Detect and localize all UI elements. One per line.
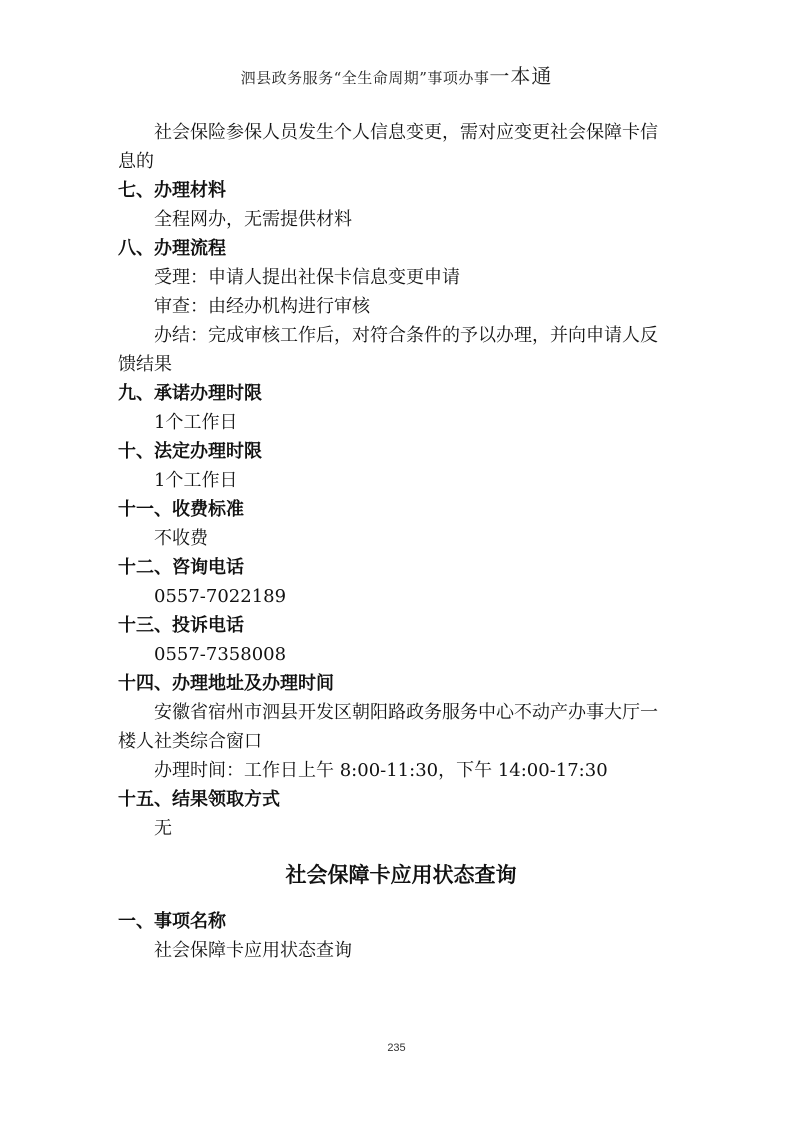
section-heading-complaint-phone: 十三、投诉电话 [118,615,244,636]
consult-phone-number: 0557-7022189 [154,586,287,607]
section-heading-promised-time: 九、承诺办理时限 [118,383,262,404]
header-title: 泗县政务服务“全生命周期”事项办事 [240,69,490,87]
next-item-title: 社会保障卡应用状态查询 [285,863,517,887]
section-text-result-pickup: 无 [154,818,172,839]
process-step-complete-cont: 馈结果 [118,354,172,375]
section-heading-address-hours: 十四、办理地址及办理时间 [118,673,334,694]
section-heading-result-pickup: 十五、结果领取方式 [118,789,280,810]
office-hours: 办理时间：工作日上午 8:00-11:30，下午 14:00-17:30 [154,760,608,781]
document-body [118,118,684,965]
intro-paragraph-line: 息的 [118,151,154,172]
section-heading-item-name: 一、事项名称 [118,911,226,932]
section-text-materials: 全程网办，无需提供材料 [154,209,352,230]
header-title-emphasis: 一本通 [489,64,553,88]
office-address-line-cont: 楼人社类综合窗口 [118,731,262,752]
page-number: 235 [387,1042,406,1054]
section-heading-materials: 七、办理材料 [118,180,226,201]
intro-paragraph-line: 社会保险参保人员发生个人信息变更，需对应变更社会保障卡信 [154,122,658,143]
running-header [0,60,793,89]
section-heading-legal-time: 十、法定办理时限 [118,441,262,462]
section-text-item-name: 社会保障卡应用状态查询 [154,940,352,961]
section-text-promised-time: 1个工作日 [154,412,238,433]
process-step-complete: 办结：完成审核工作后，对符合条件的予以办理，并向申请人反 [154,325,658,346]
section-heading-process: 八、办理流程 [118,238,226,259]
section-text-legal-time: 1个工作日 [154,470,238,491]
process-step-accept: 受理：申请人提出社保卡信息变更申请 [154,267,460,288]
section-heading-consult-phone: 十二、咨询电话 [118,557,244,578]
section-text-fees: 不收费 [154,528,208,549]
section-heading-fees: 十一、收费标准 [118,499,244,520]
process-step-review: 审查：由经办机构进行审核 [154,296,370,317]
office-address-line: 安徽省宿州市泗县开发区朝阳路政务服务中心不动产办事大厅一 [154,702,658,723]
complaint-phone-number: 0557-7358008 [154,644,287,665]
